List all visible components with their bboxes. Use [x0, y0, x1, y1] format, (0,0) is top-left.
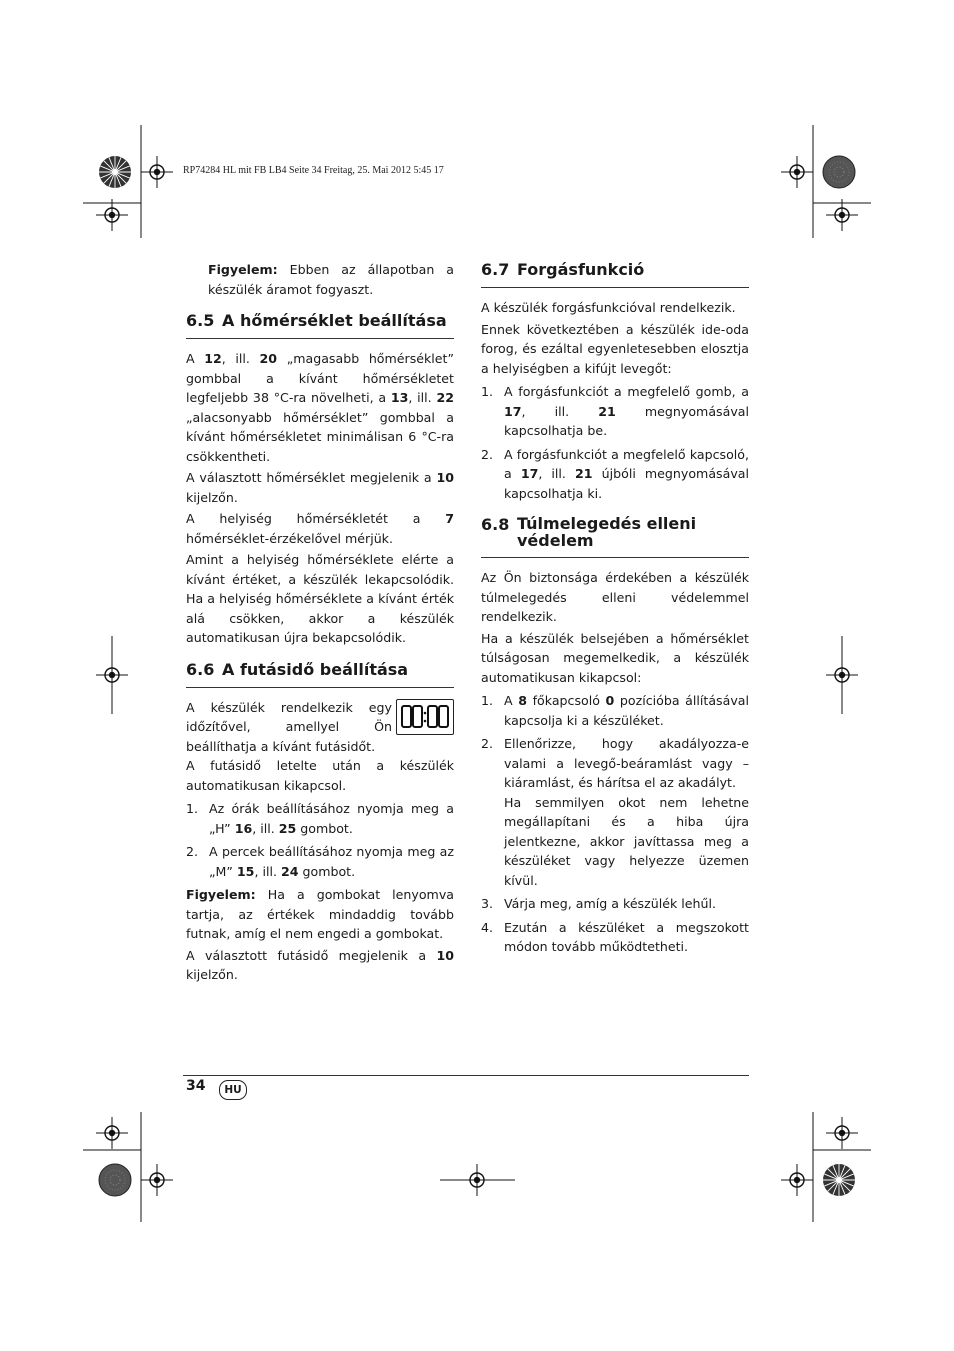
right-column — [481, 260, 749, 961]
paragraph: Ennek következtében a készülék ide-oda forog, és ezáltal egyenletesebben elosztja a helyiségben a kifújt levegőt: — [481, 321, 749, 376]
note-paragraph: Figyelem: Ha a gombokat lenyomva tartja, az értékek mindaddig tovább futnak, amíg el nem engedi a gombokat. — [186, 887, 454, 941]
paragraph: A választott futásidő megjelenik a 10 kijelzőn. — [186, 947, 454, 982]
list-item: 1. A 8 főkapcsoló 0 pozícióba állításával kapcsolja ki a készüléket. — [481, 693, 749, 728]
list-item: 4. Ezután a készüléket a megszokott módon tovább működtetheti. — [481, 919, 749, 954]
numbered-list — [481, 382, 749, 503]
section-heading-6-8: 6.8 Túlmelegedés elleni védelem — [481, 515, 749, 558]
list-item: 1. A forgásfunkciót a megfelelő gomb, a 17, ill. 21 megnyomásával kapcsolhatja be. — [481, 384, 749, 438]
section-heading-6-5: 6.5 A hőmérséklet beállítása — [186, 311, 454, 339]
section-heading-6-7: 6.7 Forgásfunkció — [481, 260, 749, 288]
paragraph: A választott hőmérséklet megjelenik a 10 kijelzőn. — [186, 470, 454, 505]
list-item: 2. A forgásfunkciót a megfelelő kapcsoló, a 17, ill. 21 újbóli megnyomásával kapcsolhatja ki. — [481, 446, 749, 501]
list-item: 3. Várja meg, amíg a készülék lehűl. — [481, 896, 716, 911]
print-header: RP74284 HL mit FB LB4 Seite 34 Freitag, 25. Mai 2012 5:45 17 — [183, 165, 444, 176]
numbered-list — [186, 799, 454, 881]
timer-paragraph: A készülék rendelkezik egy időzítővel, amellyel Ön beállíthatja a kívánt futásidőt. — [186, 698, 454, 757]
paragraph: A 12, ill. 20 „magasabb hőmérséklet” gombbal a kívánt hőmérsékletet legfeljebb 38 °C-ra növelheti, a 13, ill. 22 „alacsonyabb hőmérséklet” gombbal a kívánt hőmérsékletet minimálisan 6 °C-ra csökkentheti. — [186, 351, 455, 464]
paragraph: Az Ön biztonsága érdekében a készülék túlmelegedés elleni védelemmel rendelkezik. — [481, 570, 749, 624]
list-item: 2. A percek beállításához nyomja meg az „M” 15, ill. 24 gombot. — [186, 844, 454, 879]
list-item: 2. Ellenőrizze, hogy akadályozza-e valami a levegő-beáramlást vagy – kiáramlást, és hárítsa el az akadályt. Ha semmilyen okot nem lehetne megállapítani és a hiba újra jelentkezne, akkor javíttassa meg a készüléket vagy helyezze üzemen kívül. — [481, 734, 749, 890]
note-paragraph: Figyelem: Ebben az állapotban a készülék áramot fogyaszt. — [208, 262, 454, 297]
paragraph: A futásidő letelte után a készülék automatikusan kikapcsol. — [186, 758, 454, 793]
numbered-list — [481, 691, 749, 957]
paragraph: A készülék forgásfunkcióval rendelkezik. — [481, 300, 736, 315]
footer-divider — [183, 1075, 749, 1076]
list-subparagraph: Ha semmilyen okot nem lehetne megállapítani és a hiba újra jelentkezne, akkor javíttassa meg a készüléket vagy helyezze üzemen kívül. — [504, 794, 749, 888]
page-number: 34 — [186, 1078, 206, 1094]
language-badge: HU — [219, 1080, 247, 1100]
paragraph: Amint a helyiség hőmérséklete elérte a kívánt értéket, a készülék lekapcsolódik. Ha a helyiség hőmérséklete a kívánt érték alá csökken, akkor a készülék automatikusan újra bekapcsolódik. — [186, 552, 454, 645]
section-heading-6-6: 6.6 A futásidő beállítása — [186, 660, 454, 688]
list-item: 1. Az órák beállításához nyomja meg a „H” 16, ill. 25 gombot. — [186, 801, 454, 836]
left-column — [186, 260, 454, 987]
paragraph: Ha a készülék belsejében a hőmérséklet túlságosan megemelkedik, a készülék automatikusan kikapcsol: — [481, 630, 749, 685]
timer-display-icon — [396, 699, 454, 735]
paragraph: A helyiség hőmérsékletét a 7 hőmérséklet-érzékelővel mérjük. — [186, 511, 454, 546]
